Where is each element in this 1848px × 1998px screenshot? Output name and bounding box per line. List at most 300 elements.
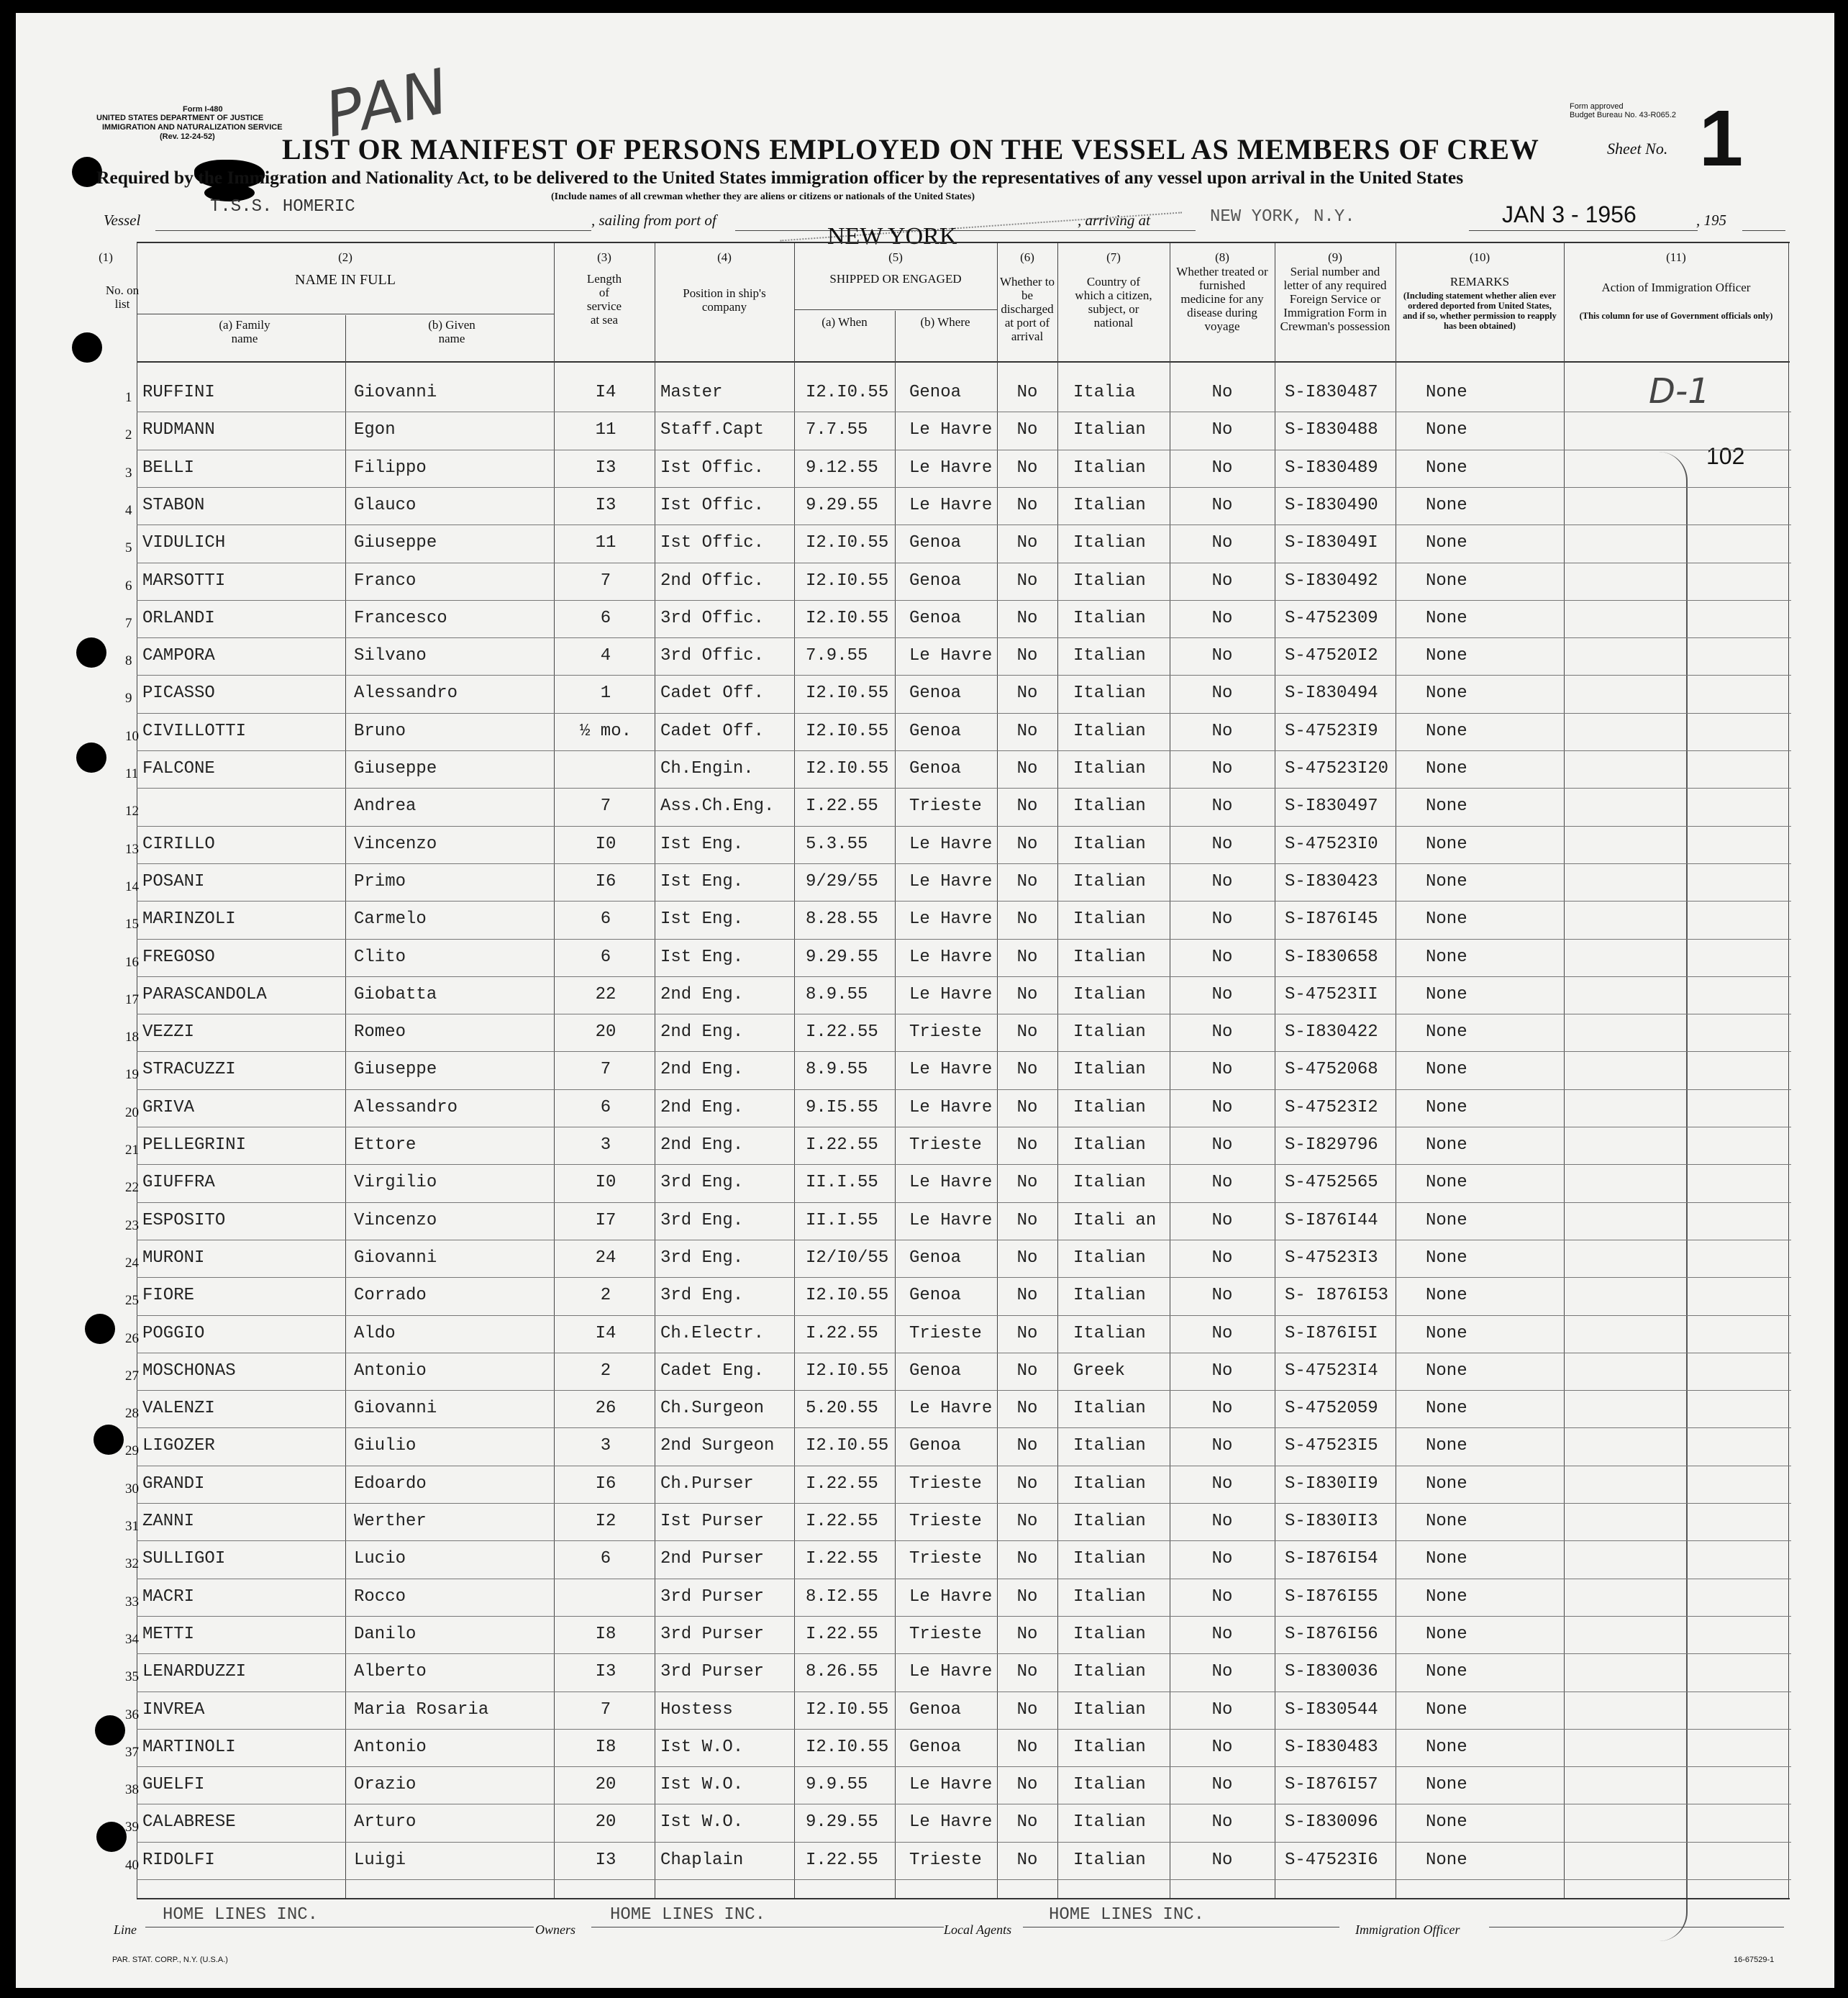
cell-given: Ettore	[354, 1135, 417, 1155]
cell-discharged: No	[1016, 571, 1038, 591]
cell-serial: S-I830036	[1285, 1662, 1378, 1682]
cell-country: Italian	[1073, 1135, 1146, 1155]
cell-country: Italian	[1073, 458, 1146, 478]
cell-given: Edoardo	[354, 1473, 427, 1494]
cell-given: Luigi	[354, 1850, 406, 1870]
cell-remarks: None	[1426, 1624, 1467, 1644]
cell-given: Vincenzo	[354, 834, 437, 854]
cell-discharged: No	[1016, 1699, 1038, 1720]
cell-treated: No	[1211, 684, 1233, 704]
punch-hole	[94, 1425, 124, 1455]
cell-treated: No	[1211, 1586, 1233, 1607]
row-rule	[137, 1729, 1791, 1730]
cell-serial: S-I830483	[1285, 1737, 1378, 1757]
cell-discharged: No	[1016, 1737, 1038, 1757]
cell-where: Trieste	[909, 796, 982, 817]
cell-discharged: No	[1016, 1512, 1038, 1531]
cell-country: Italian	[1073, 834, 1146, 854]
cell-where: Genoa	[909, 684, 962, 704]
row-rule	[137, 1842, 1791, 1843]
cell-serial: S-I830490	[1285, 495, 1378, 515]
cell-country: Italian	[1073, 871, 1146, 891]
cell-treated: No	[1211, 383, 1233, 402]
cell-position: 3rd Eng.	[660, 1173, 744, 1193]
col-divider	[554, 243, 555, 1898]
cell-country: Italian	[1073, 1097, 1146, 1117]
cell-discharged: No	[1016, 1436, 1038, 1456]
cell-where: Le Havre	[909, 1662, 993, 1682]
cell-serial: S-I830492	[1285, 571, 1378, 591]
cell-serial: S-I876I56	[1285, 1624, 1378, 1644]
cell-where: Genoa	[909, 608, 962, 628]
row-number: 12	[125, 804, 139, 819]
cell-country: Italian	[1073, 1323, 1146, 1343]
cell-treated: No	[1211, 909, 1233, 930]
cell-discharged: No	[1016, 871, 1038, 891]
cell-when: I2.I0.55	[806, 1361, 889, 1381]
cell-serial: S-4752565	[1285, 1173, 1378, 1193]
cell-remarks: None	[1426, 495, 1467, 515]
cell-length: I6	[595, 1473, 616, 1494]
cell-remarks: None	[1426, 1737, 1467, 1757]
cell-family: POSANI	[142, 871, 205, 891]
col11-header: Action of Immigration Officer	[1601, 281, 1751, 294]
cell-where: Le Havre	[909, 458, 993, 478]
row-number: 21	[125, 1143, 139, 1158]
row-rule	[137, 788, 1791, 789]
manifest-title: LIST OR MANIFEST OF PERSONS EMPLOYED ON THE VESSEL AS MEMBERS OF CREW	[282, 133, 1539, 165]
cell-serial: S-47523I20	[1285, 759, 1389, 778]
cell-remarks: None	[1426, 1173, 1467, 1193]
cell-treated: No	[1211, 871, 1233, 891]
cell-given: Lucio	[354, 1549, 406, 1569]
cell-serial: S-47523I9	[1285, 721, 1378, 741]
cell-family: INVREA	[142, 1699, 205, 1720]
cell-remarks: None	[1426, 1586, 1467, 1607]
cell-length: 20	[595, 1022, 616, 1043]
cell-position: Ass.Ch.Eng.	[660, 796, 775, 817]
row-rule	[137, 1879, 1791, 1880]
cell-treated: No	[1211, 1436, 1233, 1456]
cell-given: Corrado	[354, 1286, 427, 1306]
cell-remarks: None	[1426, 1662, 1467, 1682]
form-code: 16-67529-1	[1734, 1956, 1775, 1964]
cell-discharged: No	[1016, 1173, 1038, 1193]
line-value: HOME LINES INC.	[163, 1905, 319, 1925]
cell-country: Italian	[1073, 1399, 1146, 1419]
col9-number: (9)	[1328, 250, 1342, 264]
cell-position: Ch.Electr.	[660, 1323, 765, 1343]
cell-remarks: None	[1426, 383, 1467, 402]
cell-country: Italian	[1073, 420, 1146, 440]
cell-discharged: No	[1016, 759, 1038, 778]
cell-length: I3	[595, 495, 616, 515]
cell-when: I.22.55	[806, 1473, 878, 1494]
row-number: 9	[125, 691, 132, 707]
cell-treated: No	[1211, 1210, 1233, 1230]
cell-length: 6	[600, 909, 611, 930]
row-number: 26	[125, 1330, 139, 1346]
cell-when: I.22.55	[806, 1323, 878, 1343]
cell-family: ZANNI	[142, 1512, 195, 1531]
cell-where: Genoa	[909, 721, 962, 741]
row-number: 35	[125, 1669, 139, 1685]
cell-discharged: No	[1016, 1624, 1038, 1644]
owners-label: Owners	[535, 1922, 576, 1937]
cell-country: Italian	[1073, 1737, 1146, 1757]
cell-remarks: None	[1426, 871, 1467, 891]
cell-where: Genoa	[909, 1737, 962, 1757]
cell-where: Le Havre	[909, 1812, 993, 1833]
cell-position: 3rd Eng.	[660, 1248, 744, 1268]
punch-hole	[72, 332, 102, 363]
cell-serial: S-I83049I	[1285, 533, 1378, 553]
col2-header: NAME IN FULL	[295, 272, 396, 288]
cell-serial: S-I830II9	[1285, 1473, 1378, 1494]
cell-discharged: No	[1016, 495, 1038, 515]
cell-position: Staff.Capt	[660, 420, 765, 440]
cell-family: STRACUZZI	[142, 1060, 236, 1080]
cell-remarks: None	[1426, 420, 1467, 440]
cell-family: BELLI	[142, 458, 195, 478]
row-number: 1	[125, 390, 132, 405]
cell-when: I2.I0.55	[806, 721, 889, 741]
punch-hole	[76, 743, 106, 773]
row-number: 2	[125, 427, 132, 443]
officer-label: Immigration Officer	[1355, 1922, 1460, 1937]
row-rule	[137, 1089, 1791, 1090]
row-rule	[137, 1277, 1791, 1278]
cell-position: 2nd Eng.	[660, 1135, 744, 1155]
cell-country: Italian	[1073, 646, 1146, 666]
row-number: 36	[125, 1707, 139, 1722]
cell-where: Le Havre	[909, 984, 993, 1004]
cell-country: Italian	[1073, 1173, 1146, 1193]
cell-country: Italian	[1073, 533, 1146, 553]
cell-treated: No	[1211, 1173, 1233, 1193]
cell-when: I.22.55	[806, 796, 878, 817]
cell-position: 2nd Eng.	[660, 1060, 744, 1080]
cell-serial: S-47523I3	[1285, 1248, 1378, 1268]
cell-where: Le Havre	[909, 646, 993, 666]
cell-discharged: No	[1016, 458, 1038, 478]
cell-when: 8.28.55	[806, 909, 878, 930]
cell-position: Cadet Off.	[660, 684, 765, 704]
cell-where: Le Havre	[909, 871, 993, 891]
cell-treated: No	[1211, 1850, 1233, 1870]
cell-where: Le Havre	[909, 1097, 993, 1117]
row-rule	[137, 600, 1791, 601]
cell-remarks: None	[1426, 1210, 1467, 1230]
agency-line-2: IMMIGRATION AND NATURALIZATION SERVICE	[102, 123, 283, 132]
cell-country: Italian	[1073, 1624, 1146, 1644]
cell-when: 7.7.55	[806, 420, 868, 440]
cell-family: GIUFFRA	[142, 1173, 215, 1193]
cell-where: Trieste	[909, 1624, 982, 1644]
col10-header: REMARKS	[1449, 275, 1510, 289]
cell-given: Rocco	[354, 1586, 406, 1607]
vessel-label: Vessel	[104, 212, 141, 229]
cell-treated: No	[1211, 1022, 1233, 1043]
year-suffix: , 195	[1696, 212, 1726, 229]
cell-position: Ist Eng.	[660, 909, 744, 930]
year-blank	[1742, 230, 1785, 231]
vessel-blank	[155, 230, 591, 231]
cell-where: Trieste	[909, 1135, 982, 1155]
port-stamp: NEW YORK	[827, 223, 957, 250]
cell-remarks: None	[1426, 1022, 1467, 1043]
cell-position: 3rd Purser	[660, 1662, 765, 1682]
cell-given: Glauco	[354, 495, 417, 515]
cell-position: Ist Eng.	[660, 947, 744, 967]
cell-given: Francesco	[354, 608, 447, 628]
cell-position: Cadet Off.	[660, 721, 765, 741]
cell-where: Trieste	[909, 1473, 982, 1494]
row-rule	[137, 1766, 1791, 1767]
cell-given: Giovanni	[354, 1248, 437, 1268]
form-revision: (Rev. 12-24-52)	[160, 132, 215, 141]
cell-treated: No	[1211, 571, 1233, 591]
cell-length: I4	[595, 1323, 616, 1343]
vessel-name: T.S.S. HOMERIC	[210, 197, 355, 217]
cell-when: I2.I0.55	[806, 533, 889, 553]
cell-remarks: None	[1426, 1097, 1467, 1117]
cell-given: Romeo	[354, 1022, 406, 1043]
row-rule	[137, 1653, 1791, 1654]
cell-serial: S-47523II	[1285, 984, 1378, 1004]
cell-family: ORLANDI	[142, 608, 215, 628]
cell-country: Italian	[1073, 984, 1146, 1004]
cell-country: Italian	[1073, 1775, 1146, 1795]
cell-given: Giobatta	[354, 984, 437, 1004]
cell-given: Orazio	[354, 1775, 417, 1795]
col5b-header: (b) Where	[920, 315, 970, 329]
cell-discharged: No	[1016, 533, 1038, 553]
row-number: 5	[125, 540, 132, 556]
col4-header: Position in ship's company	[683, 286, 766, 314]
cell-family: PARASCANDOLA	[142, 984, 267, 1004]
row-number: 34	[125, 1631, 139, 1647]
cell-remarks: None	[1426, 1512, 1467, 1531]
row-number: 18	[125, 1030, 139, 1045]
cell-remarks: None	[1426, 1775, 1467, 1795]
col5-header: SHIPPED OR ENGAGED	[829, 272, 962, 286]
cell-discharged: No	[1016, 420, 1038, 440]
cell-when: 7.9.55	[806, 646, 868, 666]
cell-family: RUFFINI	[142, 383, 215, 402]
cell-where: Genoa	[909, 1286, 962, 1306]
cell-family: GRANDI	[142, 1473, 205, 1494]
agents-value: HOME LINES INC.	[1049, 1905, 1205, 1925]
cell-remarks: None	[1426, 909, 1467, 930]
cell-length: 1	[600, 684, 611, 704]
cell-treated: No	[1211, 1097, 1233, 1117]
col6-header: Whether to be discharged at port of arrival	[1000, 275, 1055, 343]
row-rule	[137, 713, 1791, 714]
cell-length: 11	[595, 420, 616, 440]
col8-header: Whether treated or furnished medicine for any disease during voyage	[1176, 265, 1268, 333]
cell-treated: No	[1211, 1699, 1233, 1720]
cell-length: 7	[600, 796, 611, 817]
cell-country: Italian	[1073, 495, 1146, 515]
cell-given: Virgilio	[354, 1173, 437, 1193]
cell-when: I.22.55	[806, 1022, 878, 1043]
arriving-port: NEW YORK, N.Y.	[1210, 207, 1355, 227]
row-rule	[137, 1616, 1791, 1617]
row-number: 27	[125, 1368, 139, 1384]
cell-where: Genoa	[909, 759, 962, 778]
punch-hole	[85, 1314, 115, 1344]
cell-given: Silvano	[354, 646, 427, 666]
cell-treated: No	[1211, 646, 1233, 666]
cell-given: Giuseppe	[354, 1060, 437, 1080]
cell-length: I3	[595, 458, 616, 478]
cell-given: Danilo	[354, 1624, 417, 1644]
sheet-number: 1	[1699, 94, 1744, 183]
cell-serial: S-47523I4	[1285, 1361, 1378, 1381]
row-number: 19	[125, 1067, 139, 1083]
cell-family: CALABRESE	[142, 1812, 236, 1833]
cell-when: 9.I5.55	[806, 1097, 878, 1117]
cell-length: 26	[595, 1399, 616, 1419]
form-number: Form I-480	[183, 105, 223, 114]
include-line: (Include names of all crewman whether they are aliens or citizens or nationals of the United States)	[551, 191, 975, 202]
cell-given: Carmelo	[354, 909, 427, 930]
cell-serial: S-I830II3	[1285, 1512, 1378, 1531]
col11-number: (11)	[1666, 250, 1686, 264]
row-number: 20	[125, 1104, 139, 1120]
cell-treated: No	[1211, 1812, 1233, 1833]
cell-discharged: No	[1016, 1473, 1038, 1494]
manifest-sheet	[16, 13, 1834, 1988]
row-number: 15	[125, 917, 139, 932]
cell-treated: No	[1211, 721, 1233, 741]
row-rule	[137, 1390, 1791, 1391]
cell-length: 4	[600, 646, 611, 666]
row-number: 4	[125, 502, 132, 518]
cell-discharged: No	[1016, 1060, 1038, 1080]
col9-header: Serial number and letter of any required Foreign Service or Immigration Form in Crewman's possession	[1280, 265, 1390, 333]
cell-position: 3rd Offic.	[660, 608, 765, 628]
cell-given: Giuseppe	[354, 533, 437, 553]
cell-when: 9.29.55	[806, 1812, 878, 1833]
cell-remarks: None	[1426, 1436, 1467, 1456]
cell-when: I2.I0.55	[806, 684, 889, 704]
cell-position: Ist W.O.	[660, 1737, 744, 1757]
cell-where: Genoa	[909, 571, 962, 591]
cell-serial: S- I876I53	[1285, 1286, 1389, 1306]
cell-remarks: None	[1426, 1248, 1467, 1268]
cell-remarks: None	[1426, 1812, 1467, 1833]
col-divider	[794, 243, 795, 1898]
cell-given: Giovanni	[354, 383, 437, 402]
cell-family: GRIVA	[142, 1097, 195, 1117]
cell-treated: No	[1211, 1473, 1233, 1494]
cell-length: 6	[600, 1097, 611, 1117]
cell-position: 3rd Eng.	[660, 1286, 744, 1306]
cell-given: Andrea	[354, 796, 417, 817]
cell-remarks: None	[1426, 721, 1467, 741]
arriving-label: , arriving at	[1078, 212, 1150, 229]
cell-discharged: No	[1016, 1022, 1038, 1043]
cell-where: Trieste	[909, 1850, 982, 1870]
cell-length: 3	[600, 1135, 611, 1155]
cell-remarks: None	[1426, 1135, 1467, 1155]
cell-length: 22	[595, 984, 616, 1004]
cell-position: 3rd Eng.	[660, 1210, 744, 1230]
table-bottom-border	[137, 1898, 1790, 1899]
cell-when: 9.29.55	[806, 495, 878, 515]
cell-when: I2.I0.55	[806, 1699, 889, 1720]
cell-position: 3rd Purser	[660, 1586, 765, 1607]
cell-when: II.I.55	[806, 1210, 878, 1230]
cell-discharged: No	[1016, 984, 1038, 1004]
cell-position: Ist Offic.	[660, 458, 765, 478]
margin-note: 102	[1706, 443, 1745, 469]
cell-treated: No	[1211, 1624, 1233, 1644]
cell-position: 2nd Eng.	[660, 1022, 744, 1043]
cell-given: Alberto	[354, 1662, 427, 1682]
cell-family: RUDMANN	[142, 420, 215, 440]
cell-serial: S-I876I44	[1285, 1210, 1378, 1230]
col2-number: (2)	[338, 250, 352, 264]
cell-where: Le Havre	[909, 909, 993, 930]
cell-treated: No	[1211, 1361, 1233, 1381]
cell-serial: S-I830423	[1285, 871, 1378, 891]
cell-remarks: None	[1426, 1399, 1467, 1419]
cell-position: Hostess	[660, 1699, 733, 1720]
cell-discharged: No	[1016, 796, 1038, 817]
cell-family: MARSOTTI	[142, 571, 226, 591]
row-number: 3	[125, 465, 132, 481]
cell-where: Le Havre	[909, 1399, 993, 1419]
cell-where: Genoa	[909, 383, 962, 402]
punch-hole	[95, 1715, 125, 1745]
cell-when: I2.I0.55	[806, 1737, 889, 1757]
cell-length: I8	[595, 1737, 616, 1757]
row-number: 8	[125, 653, 132, 669]
row-rule	[137, 1503, 1791, 1504]
cell-remarks: None	[1426, 571, 1467, 591]
row-number: 16	[125, 954, 139, 970]
col2b-header: (b) Given name	[428, 318, 475, 345]
cell-position: Ist Eng.	[660, 834, 744, 854]
cell-discharged: No	[1016, 1775, 1038, 1795]
cell-length: I3	[595, 1850, 616, 1870]
cell-given: Giulio	[354, 1436, 417, 1456]
cell-where: Genoa	[909, 533, 962, 553]
cell-country: Italian	[1073, 1473, 1146, 1494]
cell-given: Vincenzo	[354, 1210, 437, 1230]
cell-family: VALENZI	[142, 1399, 215, 1419]
cell-position: Ist Eng.	[660, 871, 744, 891]
cell-length: I0	[595, 834, 616, 854]
cell-serial: S-I830489	[1285, 458, 1378, 478]
cell-given: Maria Rosaria	[354, 1699, 489, 1720]
col10-number: (10)	[1469, 250, 1490, 264]
cell-where: Le Havre	[909, 947, 993, 967]
cell-country: Greek	[1073, 1361, 1126, 1381]
cell-given: Primo	[354, 871, 406, 891]
date-blank	[1469, 230, 1698, 231]
cell-length: 11	[595, 533, 616, 553]
cell-country: Italian	[1073, 1699, 1146, 1720]
cell-serial: S-I830487	[1285, 383, 1378, 402]
handwritten-initials: PAN	[319, 55, 455, 152]
cell-when: 8.9.55	[806, 1060, 868, 1080]
row-number: 32	[125, 1556, 139, 1572]
cell-position: 2nd Purser	[660, 1549, 765, 1569]
